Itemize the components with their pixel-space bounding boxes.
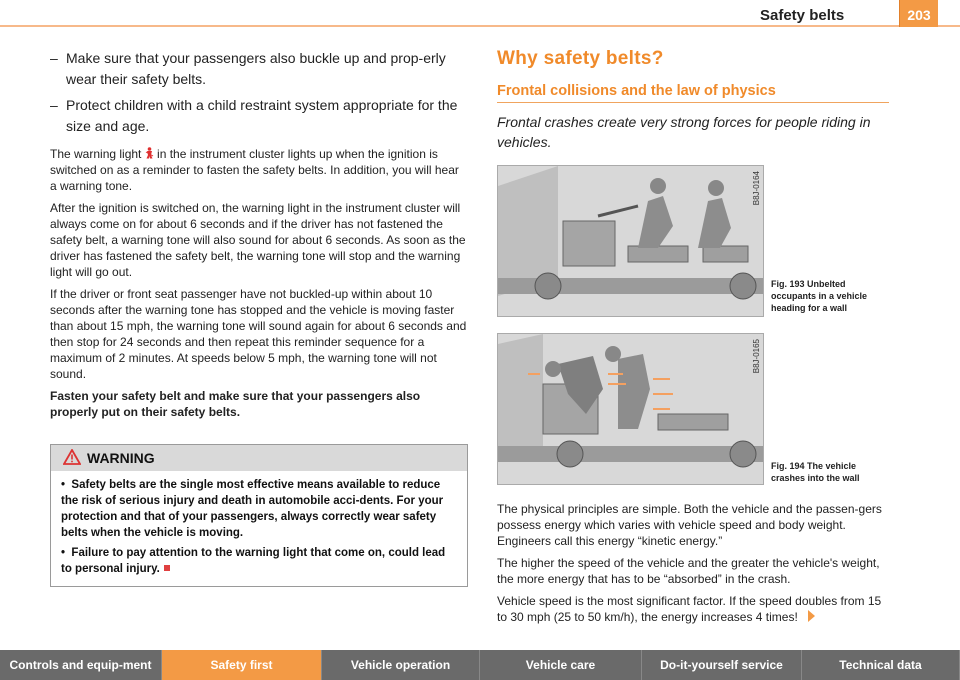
- warning-item: • Failure to pay attention to the warning light that come on, could lead to personal injury.: [61, 547, 446, 575]
- left-column: [50, 48, 468, 587]
- bold-note: Fasten your safety belt and make sure that your passengers also properly put on their safety belts.: [50, 389, 421, 419]
- end-marker-icon: [164, 565, 170, 571]
- warning-item: • Safety belts are the single most effective means available to reduce the risk of serious injury and death in automobile acci-dents. For your protection and that of your passengers, always correctly wear safety belts when the vehicle is moving.: [61, 479, 444, 539]
- page-number: 203: [899, 0, 938, 27]
- figure-vehicle-crash: [497, 333, 764, 485]
- figure-code: B8J-0165: [752, 339, 761, 374]
- section-title: Safety belts: [760, 7, 845, 24]
- warning-box: [50, 444, 468, 587]
- warning-header: WARNING: [51, 445, 467, 471]
- paragraph: The warning light in the instrument cluster lights up when the ignition is switched on as a reminder to fasten the safety belts. In addition, you will hear a warning tone.: [50, 147, 459, 193]
- right-column: [497, 48, 889, 152]
- tab-controls-and-equipment[interactable]: Controls and equip-ment: [0, 650, 162, 680]
- crash-illustration-1: [498, 166, 763, 316]
- seatbelt-warning-icon: [145, 147, 154, 159]
- tab-technical-data[interactable]: Technical data: [802, 650, 960, 680]
- warning-body: [51, 471, 467, 586]
- crash-illustration-2: [498, 334, 763, 484]
- tab-safety-first[interactable]: Safety first: [162, 650, 322, 680]
- tab-vehicle-operation[interactable]: Vehicle operation: [322, 650, 480, 680]
- bullet-item: – Make sure that your passengers also buckle up and prop-erly wear their safety belts.: [50, 50, 446, 87]
- lead-text: Frontal crashes create very strong forces for people riding in vehicles.: [497, 114, 871, 150]
- header-rule: [0, 25, 960, 27]
- continue-arrow-icon[interactable]: [808, 610, 815, 622]
- bullet-item: – Protect children with a child restraint system appropriate for the size and age.: [50, 97, 458, 134]
- tab-do-it-yourself-service[interactable]: Do-it-yourself service: [642, 650, 802, 680]
- figure-caption: Fig. 193 Unbelted occupants in a vehicle heading for a wall: [771, 279, 868, 313]
- footer-nav: [0, 650, 960, 680]
- physics-text: [497, 501, 889, 631]
- figure-code: B8J-0164: [752, 171, 761, 206]
- paragraph: The physical principles are simple. Both the vehicle and the passen-gers possess energy which varies with vehicle speed and body weight. Engineers call this energy “kinetic energy.”: [497, 502, 882, 548]
- page-heading: Why safety belts?: [497, 48, 664, 69]
- paragraph: Vehicle speed is the most significant factor. If the speed doubles from 15 to 30 mph (25 to 50 km/h), the energy increases 4 times!: [497, 594, 882, 624]
- paragraph: The higher the speed of the vehicle and the greater the vehicle's weight, the more energy that has to be “absorbed” in the crash.: [497, 556, 880, 586]
- paragraph: If the driver or front seat passenger have not buckled-up within about 10 seconds after the warning tone has stopped and the vehicle is moving faster than about 15 mph, the warning tone will sound again for about 6 seconds and then stop for 24 seconds and then repeat this reminder sequence for a maximum of 2 minutes. At speeds below 5 mph, the warning tone will not sound.: [50, 287, 467, 381]
- subheading: Frontal collisions and the law of physics: [497, 83, 889, 103]
- warning-triangle-icon: [63, 449, 81, 465]
- paragraph: After the ignition is switched on, the warning light in the instrument cluster will always come on for about 6 seconds and if the driver has not fastened the safety belt, a warning tone will also sound for about 6 seconds. As soon as the driver has fastened the safety belt, the warning tone will stop and the warning light will go out.: [50, 201, 466, 279]
- figure-unbelted-occupants: [497, 165, 764, 317]
- figure-caption: Fig. 194 The vehicle crashes into the wall: [771, 461, 860, 483]
- tab-vehicle-care[interactable]: Vehicle care: [480, 650, 642, 680]
